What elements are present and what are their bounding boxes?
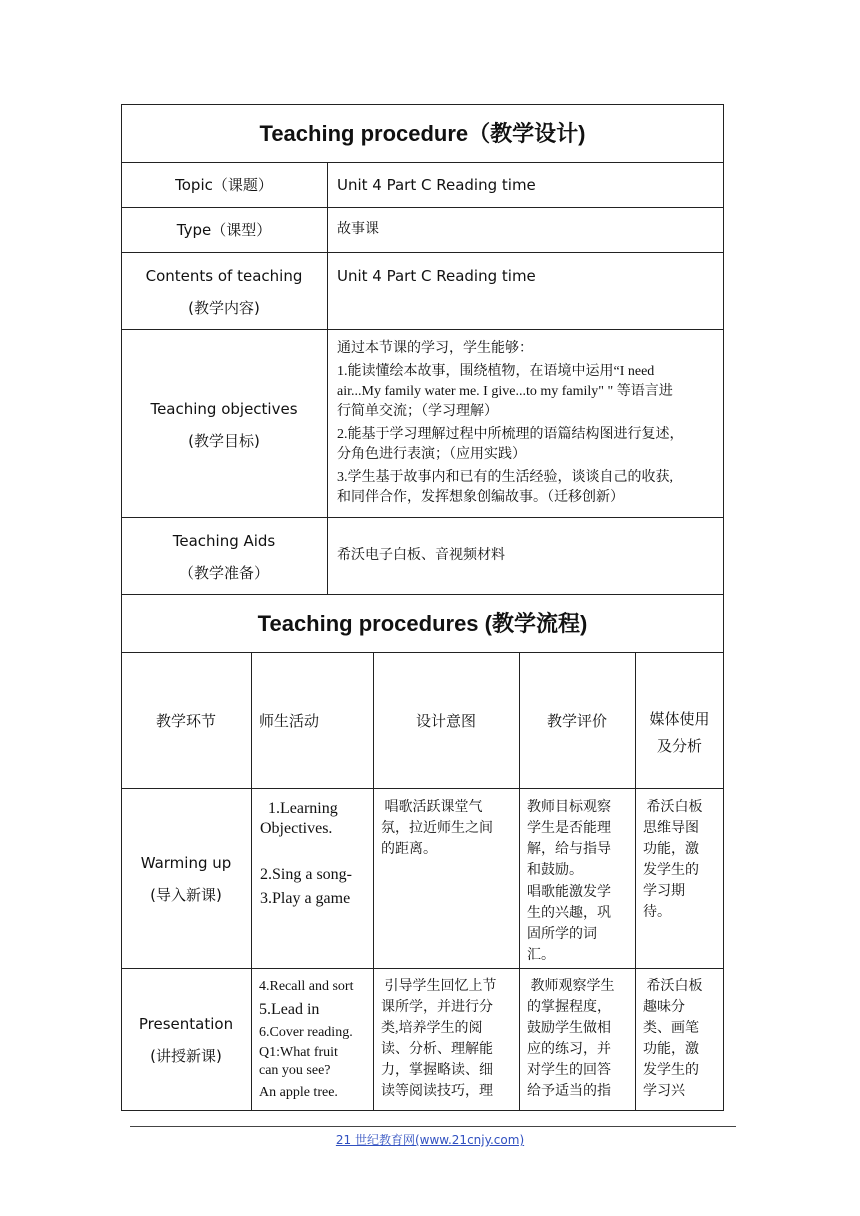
objectives-label-cn: (教学目标)	[188, 432, 260, 450]
type-label: Type（课型）	[176, 221, 272, 239]
row-divider	[121, 162, 724, 163]
presentation-evaluation: 的掌握程度，	[527, 1000, 611, 1015]
presentation-intent: 读、分析、理解能	[381, 1042, 493, 1057]
footer-divider	[130, 1126, 736, 1127]
objectives-line: 分角色进行表演；（应用实践）	[337, 447, 526, 462]
warming-intent: 唱歌活跃课堂气	[381, 800, 483, 815]
presentation-media: 类、画笔	[643, 1021, 699, 1036]
contents-label-cn: (教学内容)	[188, 299, 260, 317]
presentation-evaluation: 应的练习，并	[527, 1042, 611, 1057]
objectives-line: 1.能读懂绘本故事，围绕植物，在语境中运用“I need	[337, 364, 655, 379]
warming-activity: 2.Sing a song-	[260, 866, 352, 883]
header-activities: 师生活动	[259, 712, 320, 730]
contents-value: Unit 4 Part C Reading time	[337, 267, 536, 285]
warming-media: 发学生的	[643, 863, 699, 878]
presentation-intent: 类,培养学生的阅	[381, 1021, 483, 1036]
warming-evaluation: 解，给与指导	[527, 842, 611, 857]
objectives-line: 2.能基于学习理解过程中所梳理的语篇结构图进行复述，	[337, 427, 684, 442]
presentation-media: 发学生的	[643, 1063, 699, 1078]
presentation-activity: 6.Cover reading.	[259, 1025, 353, 1040]
warming-media: 思维导图	[643, 821, 699, 836]
header-intent: 设计意图	[415, 712, 476, 730]
presentation-activity: Q1:What fruit	[259, 1045, 338, 1060]
presentation-activity: 5.Lead in	[259, 1001, 320, 1018]
warming-activity: Objectives.	[260, 820, 333, 837]
presentation-intent: 引导学生回忆上节	[381, 979, 497, 994]
warming-media: 功能，激	[643, 842, 699, 857]
presentation-media: 功能，激	[643, 1042, 699, 1057]
contents-label: Contents of teaching	[145, 267, 303, 285]
row-divider	[121, 968, 724, 969]
warming-evaluation: 固所学的词	[527, 927, 597, 942]
aids-value: 希沃电子白板、音视频材料	[337, 547, 505, 563]
presentation-evaluation: 鼓励学生做相	[527, 1021, 611, 1036]
row-divider	[121, 652, 724, 653]
presentation-activity: An apple tree.	[259, 1085, 338, 1100]
presentation-evaluation: 教师观察学生	[527, 979, 615, 994]
presentation-media: 趣味分	[643, 1000, 685, 1015]
type-value: 故事课	[337, 221, 379, 237]
row-divider	[121, 788, 724, 789]
row-divider	[121, 252, 724, 253]
procedures-title: Teaching procedures (教学流程)	[257, 611, 588, 636]
presentation-activity: 4.Recall and sort	[259, 979, 354, 994]
page-title: Teaching procedure（教学设计)	[259, 121, 586, 146]
column-divider	[327, 162, 328, 595]
objectives-line: 行简单交流；（学习理解）	[337, 404, 498, 419]
warming-intent: 的距离。	[381, 842, 437, 857]
aids-label: Teaching Aids	[172, 532, 276, 550]
footer-link[interactable]: 21 世纪教育网(www.21cnjy.com)	[335, 1133, 525, 1147]
presentation-media: 希沃白板	[643, 979, 703, 994]
warming-evaluation: 唱歌能激发学	[527, 885, 611, 900]
aids-label-cn: （教学准备）	[178, 564, 269, 582]
header-evaluation: 教学评价	[546, 712, 607, 730]
warming-evaluation: 生的兴趣，巩	[527, 906, 611, 921]
warming-evaluation: 和鼓励。	[527, 863, 583, 878]
topic-value: Unit 4 Part C Reading time	[337, 176, 536, 194]
header-stage: 教学环节	[155, 712, 216, 730]
presentation-evaluation: 对学生的回答	[527, 1063, 611, 1078]
objectives-line: 和同伴合作，发挥想象创编故事。（迁移创新）	[337, 490, 624, 505]
row-divider	[121, 207, 724, 208]
warming-media: 学习期	[643, 884, 685, 899]
presentation-stage: Presentation	[138, 1015, 234, 1033]
header-media: 媒体使用	[649, 710, 710, 728]
warming-activity: 1.Learning	[260, 800, 338, 817]
presentation-activity: can you see?	[259, 1063, 331, 1078]
row-divider	[121, 329, 724, 330]
warming-intent: 氛，拉近师生之间	[381, 821, 493, 836]
warming-media: 希沃白板	[643, 800, 703, 815]
presentation-intent: 课所学，并进行分	[381, 1000, 493, 1015]
presentation-intent: 读等阅读技巧，理	[381, 1084, 493, 1099]
row-divider	[121, 517, 724, 518]
header-media-analysis: 及分析	[656, 737, 702, 755]
warming-evaluation: 汇。	[527, 948, 555, 963]
objectives-label: Teaching objectives	[150, 400, 298, 418]
presentation-stage-cn: (讲授新课)	[150, 1047, 222, 1065]
warming-media: 待。	[643, 905, 671, 920]
objectives-line: air...My family water me. I give...to my family" " 等语言进	[337, 384, 673, 399]
topic-label: Topic（课题）	[175, 176, 273, 194]
column-divider	[251, 652, 252, 1111]
presentation-evaluation: 给予适当的指	[527, 1084, 611, 1099]
warming-evaluation: 学生是否能理	[527, 821, 611, 836]
warming-stage-cn: (导入新课)	[150, 886, 222, 904]
warming-activity: 3.Play a game	[260, 890, 351, 907]
presentation-media: 学习兴	[643, 1084, 685, 1099]
warming-evaluation: 教师目标观察	[527, 800, 611, 815]
warming-stage: Warming up	[140, 854, 232, 872]
objectives-line: 通过本节课的学习，学生能够：	[337, 341, 533, 356]
presentation-intent: 力，掌握略读、细	[381, 1063, 493, 1078]
objectives-line: 3.学生基于故事内和已有的生活经验，谈谈自己的收获,	[337, 470, 673, 485]
